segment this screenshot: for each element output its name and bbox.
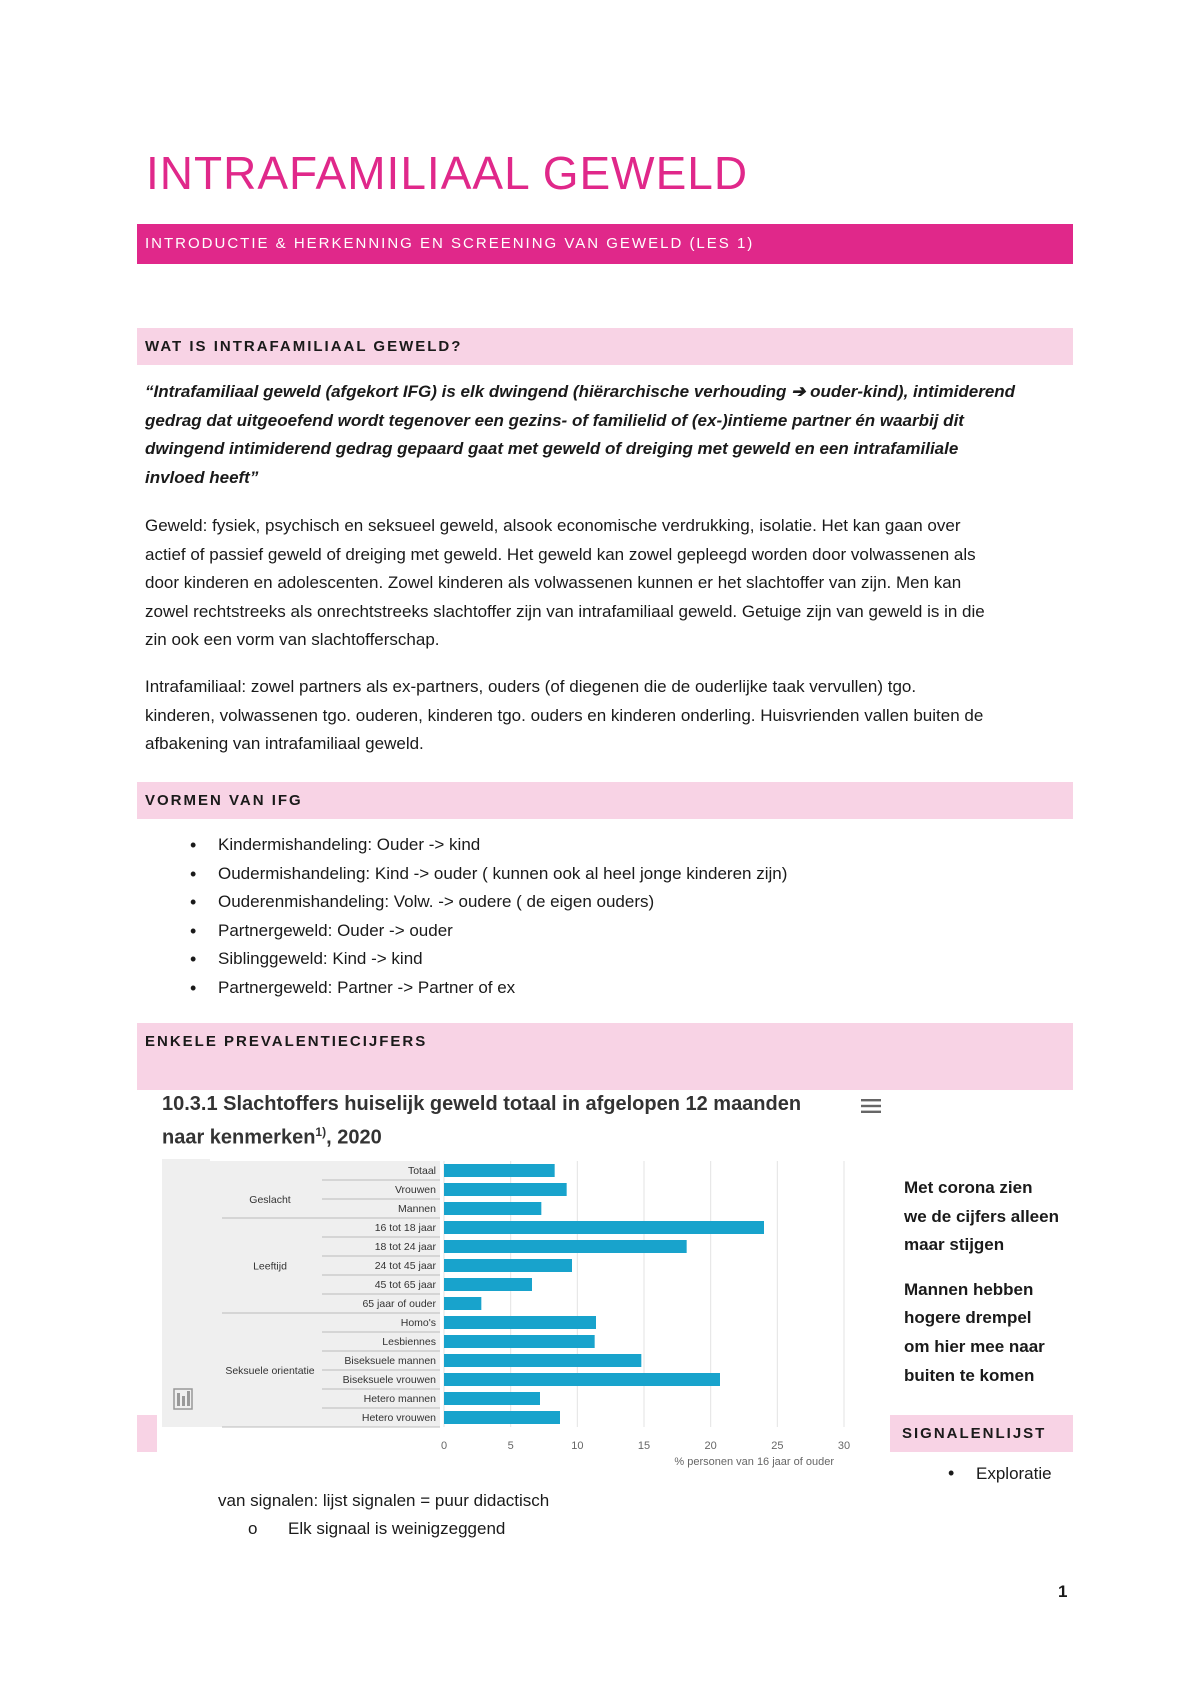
x-tick-label: 10: [571, 1440, 584, 1452]
signal-sub-item: [248, 1519, 505, 1539]
side-note-paragraph: [904, 1276, 1072, 1390]
sub-bullet-marker: o: [248, 1519, 258, 1538]
list-item: • Partnergeweld: Ouder -> ouder: [190, 917, 990, 946]
sub-item-text: Elk signaal is weinigzeggend: [288, 1519, 506, 1538]
x-tick-label: 25: [771, 1440, 784, 1452]
quote-line: gedrag dat uitgeoefend wordt tegenover een gezins- of familielid of (ex-)intieme partner én waarbij dit: [145, 410, 964, 430]
bar: [444, 1278, 532, 1291]
bar: [444, 1335, 595, 1348]
side-note-line: hogere drempel: [904, 1308, 1032, 1328]
category-label: 24 tot 45 jaar: [374, 1260, 436, 1272]
chart-title: [162, 1090, 882, 1152]
side-note-line: we de cijfers alleen: [904, 1206, 1059, 1226]
signal-description: van signalen: lijst signalen = puur didactisch: [218, 1491, 550, 1510]
paragraph-line: afbakening van intrafamiliaal geweld.: [145, 734, 424, 753]
bar: [444, 1354, 641, 1367]
list-item: • Kindermishandeling: Ouder -> kind: [190, 831, 990, 860]
section-heading-signalenlijst: [890, 1415, 1073, 1452]
category-label: Hetero vrouwen: [361, 1412, 436, 1424]
paragraph-line: kinderen, volwassenen tgo. ouderen, kinderen tgo. ouders en kinderen onderling. Huisvrienden vallen buiten de: [145, 705, 984, 725]
category-label: Totaal: [407, 1165, 436, 1177]
group-label: Geslacht: [249, 1194, 291, 1206]
signal-list-item: [948, 1463, 1052, 1484]
page-number: 1: [1058, 1582, 1068, 1601]
list-item: • Partnergeweld: Partner -> Partner of ex: [190, 974, 990, 1003]
section-heading-text: VORMEN VAN IFG: [145, 792, 303, 809]
side-note-line: maar stijgen: [904, 1235, 1005, 1255]
subtitle-text: INTRODUCTIE & HERKENNING EN SCREENING VAN GEWELD (LES 1): [145, 235, 755, 252]
geweld-paragraph: [145, 512, 1070, 655]
band-fragment: [137, 1415, 157, 1452]
bar: [444, 1240, 687, 1253]
x-tick-label: 0: [440, 1440, 448, 1452]
x-axis-label: % personen van 16 jaar of ouder: [674, 1456, 834, 1468]
x-tick-label: 30: [837, 1440, 851, 1452]
category-label: Mannen: [398, 1203, 436, 1215]
group-label: Leeftijd: [253, 1260, 287, 1273]
bar: [444, 1373, 720, 1386]
side-note-line: Met corona zien: [904, 1178, 1033, 1197]
bar: [444, 1316, 596, 1329]
chart-title-year: , 2020: [326, 1126, 382, 1149]
side-note-line: buiten te komen: [904, 1365, 1035, 1385]
bar: [444, 1297, 481, 1310]
list-item: • Siblinggeweld: Kind -> kind: [190, 945, 990, 974]
bar: [444, 1259, 572, 1272]
quote-line: invloed heeft”: [145, 467, 259, 487]
quote-line: “Intrafamiliaal geweld (afgekort IFG) is elk dwingend (hiërarchische verhouding ➔ ouder-kind), intimiderend: [145, 382, 1016, 401]
x-tick-label: 5: [507, 1440, 514, 1452]
category-label: Hetero mannen: [363, 1393, 436, 1405]
side-note-line: om hier mee naar: [904, 1336, 1045, 1356]
hamburger-menu-icon[interactable]: [860, 1096, 882, 1116]
vormen-list: [190, 831, 990, 1003]
paragraph-line: door kinderen en adolescenten. Zowel kinderen als volwassenen kunnen er het slachtoffer van zijn. Men kan: [145, 573, 962, 592]
category-label: Homo's: [400, 1317, 436, 1329]
category-label: Biseksuele vrouwen: [342, 1374, 436, 1386]
signal-item-text: Exploratie: [976, 1464, 1052, 1483]
list-item: • Oudermishandeling: Kind -> ouder ( kunnen ook al heel jonge kinderen zijn): [190, 860, 990, 889]
category-label: 65 jaar of ouder: [362, 1298, 436, 1310]
bar: [444, 1221, 764, 1234]
chart-title-footnote: 1): [315, 1125, 327, 1139]
section-heading-vormen: [137, 782, 1073, 819]
bar: [444, 1164, 555, 1177]
paragraph-line: zowel rechtstreeks als onrechtstreeks slachtoffer zijn van intrafamiliaal geweld. Getuige zijn van geweld is in die: [145, 601, 985, 621]
bar: [444, 1183, 567, 1196]
category-label: 16 tot 18 jaar: [374, 1222, 436, 1234]
category-label: Vrouwen: [394, 1184, 436, 1196]
category-label: 45 tot 65 jaar: [374, 1279, 436, 1291]
section-heading-text: WAT IS INTRAFAMILIAAL GEWELD?: [145, 338, 463, 355]
category-label: Biseksuele mannen: [344, 1355, 436, 1367]
definition-quote: [145, 378, 1070, 492]
chart-title-line-2: [162, 1118, 882, 1152]
subtitle-band: [137, 224, 1073, 264]
list-item: • Ouderenmishandeling: Volw. -> oudere ( de eigen ouders): [190, 888, 990, 917]
category-label: 18 tot 24 jaar: [374, 1241, 436, 1253]
paragraph-line: Intrafamiliaal: zowel partners als ex-partners, ouders (of diegenen die de ouderlijke taak vervullen) tgo.: [145, 677, 917, 696]
section-heading-definition: [137, 328, 1073, 365]
bar: [444, 1411, 560, 1424]
quote-line: dwingend intimiderend gedrag gepaard gaat met geweld of dreiging met geweld en een intrafamiliale: [145, 439, 959, 458]
bar: [444, 1202, 541, 1215]
paragraph-line: zin ook een vorm van slachtofferschap.: [145, 630, 440, 649]
intrafamiliaal-paragraph: [145, 673, 1070, 759]
paragraph-line: Geweld: fysiek, psychisch en seksueel geweld, alsook economische verdrukking, isolatie. Het kan gaan over: [145, 516, 961, 535]
paragraph-line: actief of passief geweld of dreiging met geweld. Het geweld kan zowel gepleegd worden door volwassenen als: [145, 544, 976, 564]
x-tick-label: 20: [704, 1440, 717, 1452]
bar: [444, 1392, 540, 1405]
side-note-paragraph: [904, 1174, 1072, 1260]
bullet-marker: •: [948, 1463, 955, 1483]
section-heading-text: ENKELE PREVALENTIECIJFERS: [145, 1033, 428, 1050]
section-heading-prevalentie: [137, 1023, 1073, 1090]
chart-title-text: naar kenmerken: [162, 1126, 316, 1149]
x-tick-label: 15: [637, 1440, 651, 1452]
section-heading-text: SIGNALENLIJST: [902, 1425, 1047, 1442]
category-label: Lesbiennes: [382, 1336, 436, 1348]
side-note-corona: [904, 1174, 1072, 1406]
group-label: Seksuele orientatie: [225, 1365, 315, 1377]
bar-chart: [162, 1159, 882, 1479]
chart-title-line-1: 10.3.1 Slachtoffers huiselijk geweld totaal in afgelopen 12 maanden: [162, 1093, 802, 1115]
side-note-line: Mannen hebben: [904, 1279, 1034, 1299]
document-title: INTRAFAMILIAAL GEWELD: [146, 147, 749, 199]
cbs-logo-icon: [172, 1385, 194, 1411]
